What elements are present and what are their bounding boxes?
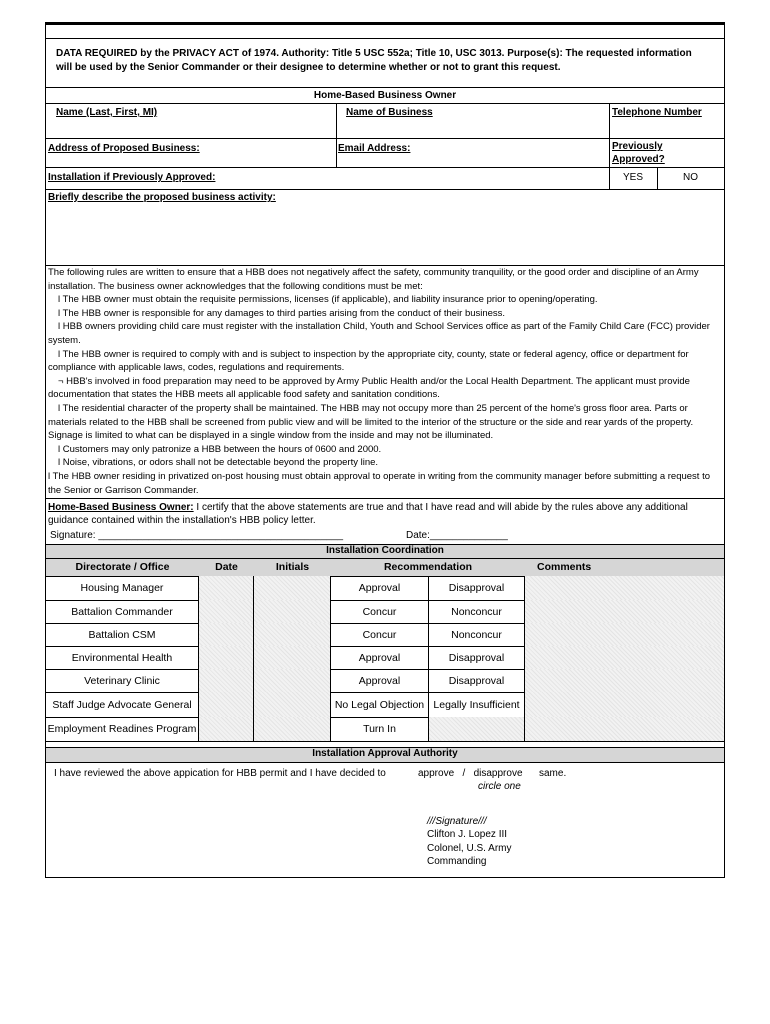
rule-item: l The HBB owner must obtain the requisite permissions, licenses (if applicable), and liability insurance prior to opening/operating.	[58, 294, 598, 306]
coordination-row	[46, 576, 724, 601]
phone-field[interactable]	[612, 121, 720, 135]
approval-choice[interactable]: approve / disapprove	[418, 768, 523, 779]
divider	[46, 138, 724, 139]
header-initials: Initials	[275, 560, 310, 573]
date-cell[interactable]	[199, 600, 254, 623]
date-line[interactable]: ______________	[429, 530, 508, 541]
coordination-table	[46, 558, 724, 747]
activity-label: Briefly describe the proposed business activity:	[48, 192, 276, 203]
activity-field[interactable]	[48, 207, 722, 262]
office-cell: Veterinary Clinic	[46, 669, 199, 692]
approval-title: Installation Approval Authority	[46, 747, 724, 763]
date-cell[interactable]	[199, 576, 254, 600]
office-cell: Battalion CSM	[46, 623, 199, 646]
date-cell[interactable]	[199, 692, 254, 717]
phone-label: Telephone Number	[612, 107, 702, 118]
rule-item: l The residential character of the property shall be maintained. The HBB may not occupy more than 25 percent of the home's gross floor area. Parts or materials related to the HBB shall be screened from public view and will be limited to the interior of the structure or the side and rear yards of the property. Signage is limited to what can be displayed in a single window from the inside and may not be illuminated.	[48, 402, 694, 442]
initials-cell[interactable]	[254, 646, 331, 669]
date-cell[interactable]	[199, 717, 254, 741]
divider	[46, 103, 724, 104]
certify-label: Home-Based Business Owner:	[48, 502, 194, 513]
rule-item: ¬ HBB's involved in food preparation may need to be approved by Army Public Health and/or the Local Health Department. The applicant must provide documentation that states the HBB meets all applicable food safety and sanitation conditions.	[48, 375, 690, 401]
divider	[46, 498, 724, 499]
office-cell: Environmental Health	[46, 646, 199, 669]
rule-item: l HBB owners providing child care must register with the installation Child, Youth and School Services office as part of the Family Child Care (FCC) provider system.	[48, 321, 710, 346]
recommendation-option[interactable]: Approval	[331, 646, 429, 669]
initials-cell[interactable]	[254, 717, 331, 741]
approval-signature: ///Signature///	[427, 816, 487, 827]
office-cell: Staff Judge Advocate General	[46, 692, 199, 717]
initials-cell[interactable]	[254, 623, 331, 646]
rule-item: l The HBB owner is responsible for any damages to third parties arising from the conduct of their business.	[58, 307, 506, 319]
coordination-row	[46, 623, 724, 647]
signature-label: Signature:	[50, 530, 99, 541]
rule-item: l The HBB owner is required to comply with and is subject to inspection by the appropriate city, county, state or federal agency, office or department for compliance with applicable laws, codes, regulations and requirements.	[48, 348, 689, 374]
coordination-title: Installation Coordination	[46, 544, 724, 558]
approval-text: I have reviewed the above appication for HBB permit and I have decided to	[54, 768, 386, 779]
recommendation-option[interactable]: Disapproval	[429, 669, 525, 692]
circle-one-note: circle one	[478, 781, 521, 792]
recommendation-option[interactable]: No Legal Objection	[331, 692, 429, 717]
name-field[interactable]	[56, 121, 336, 135]
initials-cell[interactable]	[254, 692, 331, 717]
recommendation-option[interactable]: Nonconcur	[429, 600, 525, 623]
empty-cell	[429, 717, 525, 741]
approval-same: same.	[539, 768, 567, 779]
recommendation-option[interactable]: Turn In	[331, 717, 429, 741]
recommendation-option[interactable]: Nonconcur	[429, 623, 525, 646]
recommendation-option[interactable]: Concur	[331, 600, 429, 623]
recommendation-option[interactable]: Disapproval	[429, 646, 525, 669]
header-comments: Comments	[537, 560, 592, 573]
office-cell: Employment Readines Program	[46, 717, 199, 741]
recommendation-option[interactable]: Approval	[331, 576, 429, 600]
header-date: Date	[215, 560, 238, 573]
rule-item: l The HBB owner residing in privatized on-post housing must obtain approval to operate in writing from the community manager before submitting a request to the Senior or Garrison Commander.	[48, 470, 711, 496]
coordination-row	[46, 646, 724, 670]
no-option[interactable]: NO	[683, 172, 698, 183]
coordination-row	[46, 600, 724, 624]
rules-block	[48, 266, 724, 497]
date-cell[interactable]	[199, 623, 254, 646]
initials-cell[interactable]	[254, 669, 331, 692]
rules-intro: The following rules are written to ensure that a HBB does not negatively affect the safety, community tranquility, or the good order and discipline of an Army installation. The business owner acknowledges that the following conditions must be met:	[48, 267, 699, 292]
owner-section-title: Home-Based Business Owner	[313, 90, 457, 101]
header-recommendation: Recommendation	[383, 560, 473, 573]
signature-row	[50, 530, 343, 542]
recommendation-option[interactable]: Legally Insufficient	[429, 692, 525, 717]
comments-cell[interactable]	[525, 692, 724, 717]
rule-item: l Customers may only patronize a HBB between the hours of 0600 and 2000.	[58, 443, 382, 455]
signature-line[interactable]: ____________________________________________	[98, 530, 344, 541]
installation-label: Installation if Previously Approved:	[48, 172, 216, 183]
prev-approved-label: Approved?	[612, 154, 665, 165]
divider	[46, 189, 724, 190]
date-label: Date:	[406, 530, 430, 541]
initials-cell[interactable]	[254, 576, 331, 600]
business-name-label: Name of Business	[346, 107, 433, 118]
comments-cell[interactable]	[525, 576, 724, 600]
certify-body: I certify that the above statements are true and that I have read and will abide by the rules above any additional guidance contained within the installation's HBB policy letter.	[48, 502, 688, 526]
name-label: Name (Last, First, MI)	[56, 107, 158, 118]
coordination-row	[46, 669, 724, 693]
address-label: Address of Proposed Business:	[48, 143, 200, 154]
comments-cell[interactable]	[525, 623, 724, 646]
recommendation-option[interactable]: Concur	[331, 623, 429, 646]
divider	[46, 167, 724, 168]
divider	[46, 38, 724, 39]
yes-option[interactable]: YES	[622, 172, 643, 183]
privacy-act-statement: DATA REQUIRED by the PRIVACY ACT of 1974. Authority: Title 5 USC 552a; Title 10, USC 3013. Purpose(s): The requested information will be used by the Senior Commander or their designee to determine whether or not to grant this request.	[56, 48, 692, 73]
coordination-row	[46, 692, 724, 718]
approver-rank: Colonel, U.S. Army	[427, 843, 512, 854]
divider	[336, 103, 337, 167]
hbb-request-form	[45, 22, 725, 878]
header-office: Directorate / Office	[75, 560, 170, 573]
date-cell[interactable]	[199, 669, 254, 692]
initials-cell[interactable]	[254, 600, 331, 623]
email-label: Email Address:	[338, 143, 411, 154]
approver-name: Clifton J. Lopez III	[427, 829, 508, 840]
recommendation-option[interactable]: Disapproval	[429, 576, 525, 600]
prev-approved-label: Previously	[612, 141, 663, 152]
certification-text	[48, 501, 722, 527]
comments-cell[interactable]	[525, 600, 724, 623]
coordination-row	[46, 717, 724, 742]
office-cell: Housing Manager	[46, 576, 199, 600]
approver-title: Commanding	[427, 856, 487, 867]
comments-cell[interactable]	[525, 646, 724, 669]
comments-cell[interactable]	[525, 669, 724, 692]
office-cell: Battalion Commander	[46, 600, 199, 623]
business-name-field[interactable]	[346, 121, 596, 135]
recommendation-option[interactable]: Approval	[331, 669, 429, 692]
comments-cell[interactable]	[525, 717, 724, 741]
date-row	[406, 530, 508, 542]
date-cell[interactable]	[199, 646, 254, 669]
divider	[46, 87, 724, 88]
rule-item: l Noise, vibrations, or odors shall not be detectable beyond the property line.	[58, 457, 379, 469]
